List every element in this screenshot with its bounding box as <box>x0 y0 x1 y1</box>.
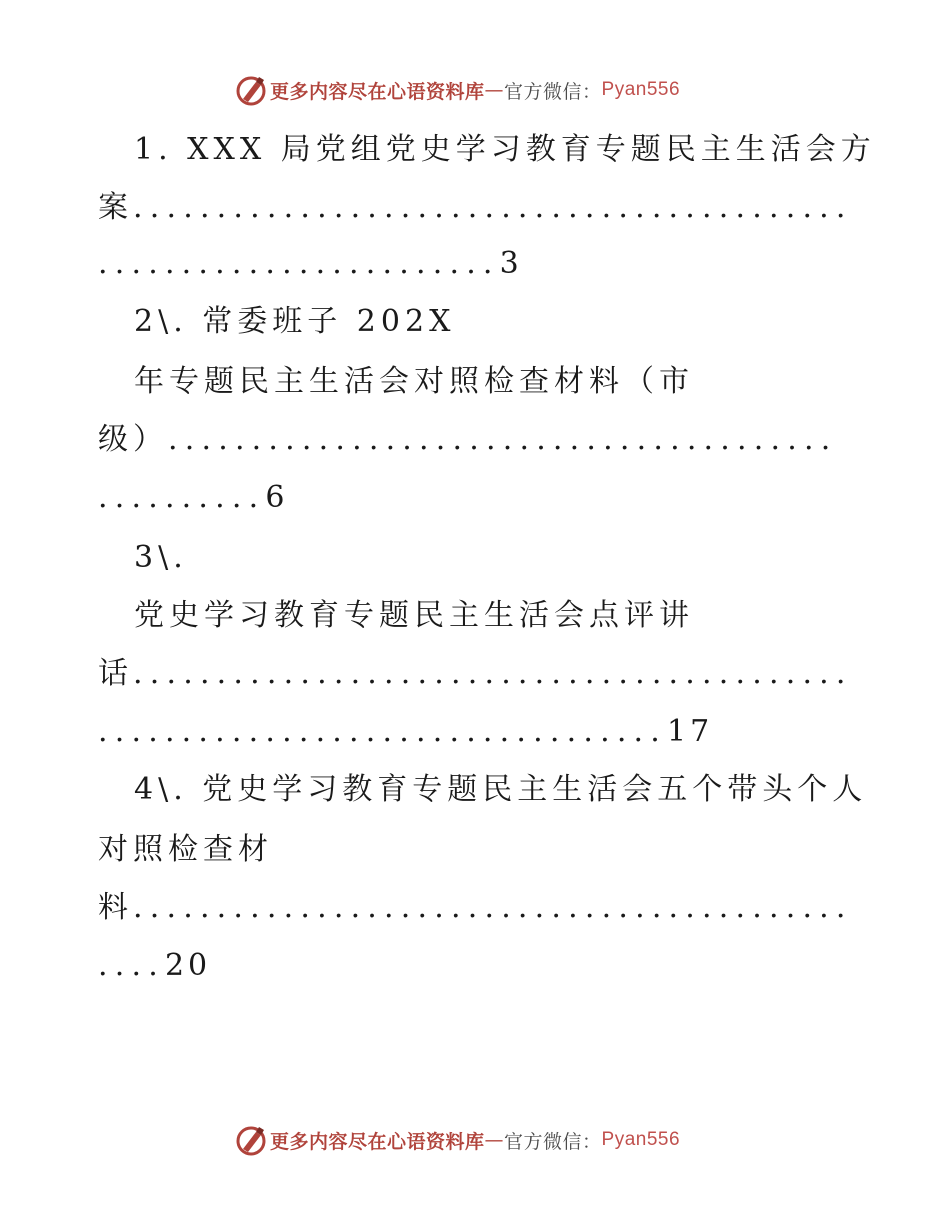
toc-entry-1-leader <box>98 188 853 228</box>
toc-entry-2-page: 6 <box>265 480 289 515</box>
dot-leader: .................................. <box>98 714 668 749</box>
toc-entry-3-leader <box>98 654 853 694</box>
toc-entry-2-title-cont: 年专题民主生活会对照检查材料（市 <box>134 364 694 399</box>
toc-entry-4-title: 4\. 党史学习教育专题民主生活会五个带头个人 <box>134 772 868 807</box>
dot-leader: ........................................... <box>133 656 853 691</box>
toc-entry-4-page-line <box>98 946 211 986</box>
wechat-label: 官方微信： <box>504 80 602 103</box>
dot-leader: ........................................ <box>168 422 838 457</box>
toc-entry-1-page: 3 <box>499 246 523 281</box>
toc-entry-3-page: 17 <box>667 714 714 749</box>
wechat-label: 官方微信： <box>504 1130 602 1153</box>
dot-leader: ........................................... <box>133 190 853 225</box>
watermark-dash: — <box>484 79 505 101</box>
toc-entry-2-leader <box>98 420 837 460</box>
wechat-id: Pyan556 <box>601 79 681 100</box>
dot-leader: .......... <box>98 480 266 515</box>
toc-entry-1-page-line <box>98 244 523 284</box>
toc-entry-4-title-end: 料 <box>98 890 133 925</box>
toc-entry-1-title-end: 案 <box>98 190 133 225</box>
toc-entry-2-title: 2\. 常委班子 202X <box>134 304 456 339</box>
footer-watermark <box>234 1122 714 1158</box>
wechat-id: Pyan556 <box>601 1129 681 1150</box>
pen-logo-icon <box>234 73 268 107</box>
toc-entry-4-page: 20 <box>164 948 212 983</box>
toc-entry-3-title-cont: 党史学习教育专题民主生活会点评讲 <box>134 598 694 633</box>
dot-leader: .... <box>98 948 165 983</box>
toc-entry-3-title-end: 话 <box>98 656 133 691</box>
toc-entry-3-page-line <box>98 712 713 752</box>
toc-entry-3-title: 3\. <box>134 540 188 575</box>
watermark-text: 更多内容尽在心语资料库 <box>270 80 485 103</box>
dot-leader: ........................ <box>98 246 500 281</box>
toc-entry-1-title: 1. XXX 局党组党史学习教育专题民主生活会方 <box>134 132 876 167</box>
toc-entry-4-title-cont: 对照检查材 <box>98 832 273 867</box>
header-watermark <box>234 72 714 108</box>
toc-entry-4-leader <box>98 888 853 928</box>
pen-logo-icon <box>234 1123 268 1157</box>
watermark-text: 更多内容尽在心语资料库 <box>270 1130 485 1153</box>
toc-entry-2-page-line <box>98 478 288 518</box>
toc-entry-2-title-end: 级） <box>98 422 168 457</box>
watermark-dash: — <box>484 1129 505 1151</box>
dot-leader: ........................................... <box>133 890 853 925</box>
